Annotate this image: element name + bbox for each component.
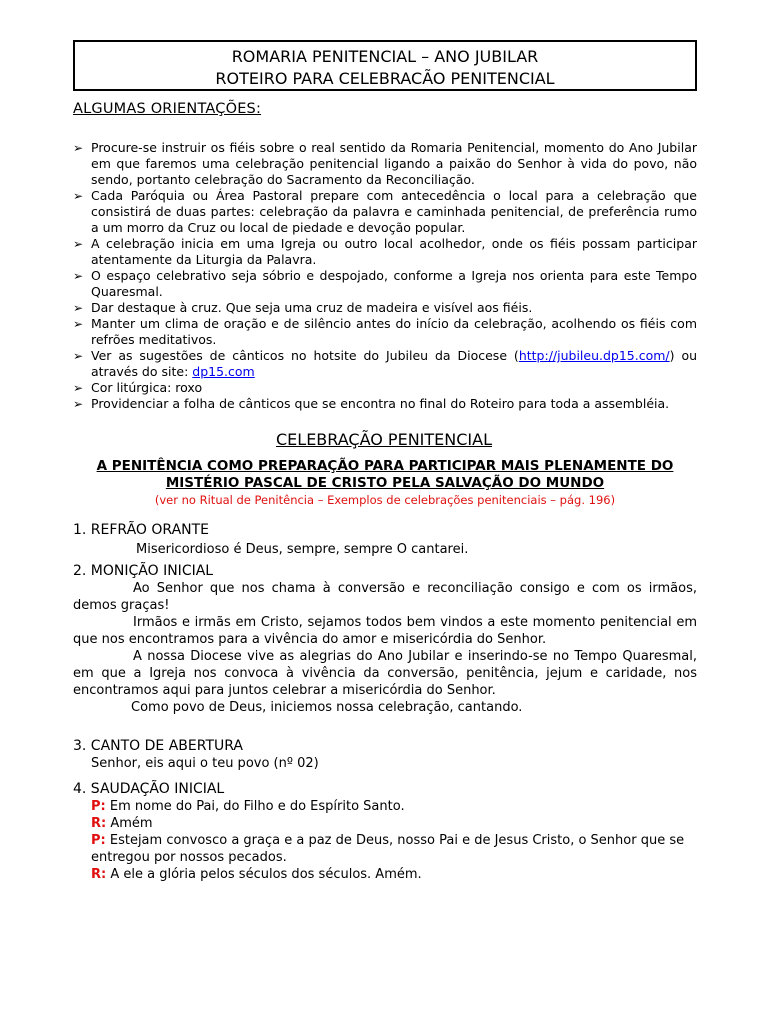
site-link[interactable]: dp15.com [192,364,255,379]
paragraph: Como povo de Deus, iniciemos nossa celebração, cantando. [131,700,523,715]
section-text: Misericordioso é Deus, sempre, sempre O cantarei. [136,542,469,557]
title-line-2: ROTEIRO PARA CELEBRACÃO PENITENCIAL [215,69,555,88]
dialogue-line: R: A ele a glória pelos séculos dos séculos. Amém. [91,867,422,882]
list-item: ➢ Cor litúrgica: roxo [73,380,203,395]
list-item: ➢ Dar destaque à cruz. Que seja uma cruz de madeira e visível aos fiéis. [73,300,533,315]
paragraph: Irmãos e irmãs em Cristo, sejamos todos bem vindos a este momento penitencial em que nos encontramos para a vivência do amor e misericórdia do Senhor. [73,615,697,647]
list-item: ➢ Procure-se instruir os fiéis sobre o real sentido da Romaria Penitencial, momento do Ano Jubilar em que faremos uma celebração penitencial ligando a paixão do Senhor à vida do povo, não sendo, portanto celebração do Sacramento da Reconciliação. [73,140,697,187]
section-refrao [73,522,697,558]
dialogue-line: R: Amém [91,816,153,831]
list-item: ➢ Manter um clima de oração e de silêncio antes do início da celebração, acolhendo os fiéis com refrões meditativos. [73,316,697,347]
arrow-bullet-icon: ➢ [73,381,84,395]
arrow-bullet-icon: ➢ [73,269,84,283]
arrow-bullet-icon: ➢ [73,189,84,203]
dialogue-line: P: Estejam convosco a graça e a paz de Deus, nosso Pai e de Jesus Cristo, o Senhor que se entregou por nossos pecados. [91,833,685,865]
section-canto [73,738,697,772]
list-item: ➢ O espaço celebrativo seja sóbrio e despojado, conforme a Igreja nos orienta para este Tempo Quaresmal. [73,268,697,299]
list-item: ➢ Cada Paróquia ou Área Pastoral prepare com antecedência o local para a celebração que consistirá de duas partes: celebração da palavra e caminhada penitencial, de preferência rumo a um morro da Cruz ou local de piedade e devoção popular. [73,188,697,235]
section-heading: 3. CANTO DE ABERTURA [73,738,244,754]
celebration-title: CELEBRAÇÃO PENITENCIAL [276,430,492,449]
section-heading: 1. REFRÃO ORANTE [73,522,210,538]
section-heading: 2. MONIÇÃO INICIAL [73,563,214,579]
orientations-heading: ALGUMAS ORIENTAÇÕES: [73,101,262,117]
orientations-list [73,140,697,412]
paragraph: Ao Senhor que nos chama à conversão e reconciliação consigo e com os irmãos, demos graças! [73,581,697,613]
arrow-bullet-icon: ➢ [73,141,84,155]
list-item-hotsite: ➢ Ver as sugestões de cânticos no hotsite do Jubileu da Diocese (http://jubileu.dp15.com/) ou através do site: dp15.com [73,348,698,379]
section-heading: 4. SAUDAÇÃO INICIAL [73,781,225,797]
title-box [73,40,697,91]
arrow-bullet-icon: ➢ [73,349,84,363]
section-text: Senhor, eis aqui o teu povo (nº 02) [91,756,319,771]
list-item: ➢ Providenciar a folha de cânticos que se encontra no final do Roteiro para toda a assembléia. [73,396,670,411]
hotsite-link[interactable]: http://jubileu.dp15.com/ [518,348,670,363]
list-item: ➢ A celebração inicia em uma Igreja ou outro local acolhedor, onde os fiéis possam participar atentamente da Liturgia da Palavra. [73,236,697,267]
arrow-bullet-icon: ➢ [73,301,84,315]
dialogue-line: P: Em nome do Pai, do Filho e do Espírito Santo. [91,799,405,814]
paragraph: A nossa Diocese vive as alegrias do Ano Jubilar e inserindo-se no Tempo Quaresmal, em que a Igreja nos convoca à vivência da conversão, penitência, jejum e caridade, nos encontramos aqui para juntos celebrar a misericórdia do Senhor. [73,649,697,698]
arrow-bullet-icon: ➢ [73,237,84,251]
celebration-subtitle: A PENITÊNCIA COMO PREPARAÇÃO PARA PARTICIPAR MAIS PLENAMENTE DO MISTÉRIO PASCAL DE CRISTO PELA SALVAÇÃO DO MUNDO [96,458,674,491]
arrow-bullet-icon: ➢ [73,397,84,411]
arrow-bullet-icon: ➢ [73,317,84,331]
title-line-1: ROMARIA PENITENCIAL – ANO JUBILAR [231,47,539,66]
ritual-reference: (ver no Ritual de Penitência – Exemplos de celebrações penitenciais – pág. 196) [154,493,616,507]
section-monicao [73,563,697,716]
section-saudacao [73,781,697,883]
